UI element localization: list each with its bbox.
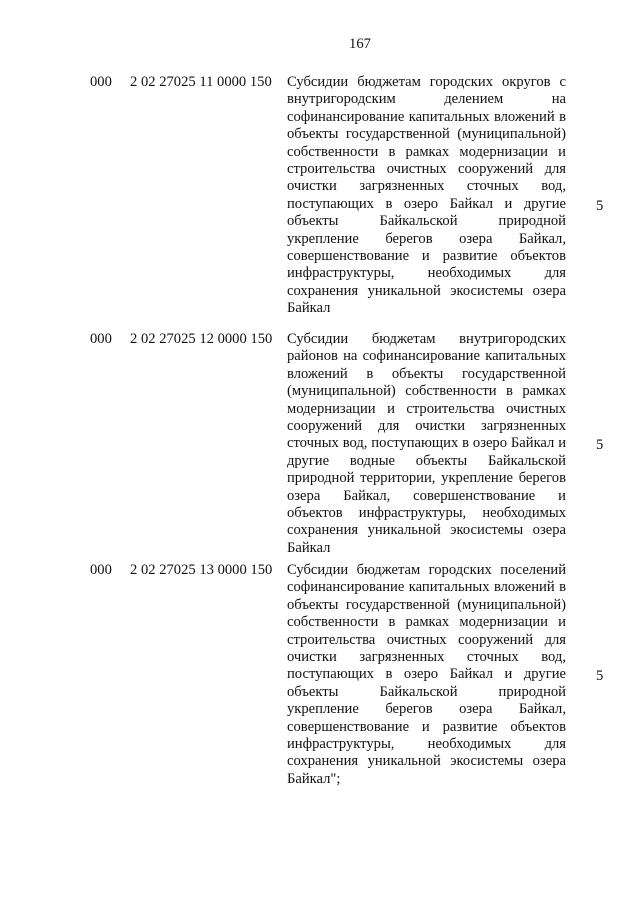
description-line: объекты Байкальской природной bbox=[287, 683, 566, 700]
description bbox=[287, 562, 566, 788]
description-line: очистки загрязненных сточных вод, bbox=[287, 648, 566, 665]
description-line: природной территории, укрепление берегов bbox=[287, 470, 566, 487]
description-line: объекты государственной (муниципальной) bbox=[287, 126, 566, 143]
admin-code: 000 bbox=[90, 74, 112, 90]
description-line: объекты Байкальской природной bbox=[287, 213, 566, 230]
description-line: собственности в рамках модернизации и bbox=[287, 614, 566, 631]
description bbox=[287, 74, 566, 317]
description-line: софинансирование капитальных вложений в bbox=[287, 108, 566, 125]
description-line: совершенствование и развитие объектов bbox=[287, 247, 566, 264]
description-line: (муниципальной) собственности в рамках bbox=[287, 383, 566, 400]
margin-note: 5 bbox=[596, 668, 604, 685]
description-line: Байкал bbox=[287, 300, 331, 317]
description-line: вложений в объекты государственной bbox=[287, 365, 566, 382]
description-line: собственности в рамках модернизации и bbox=[287, 143, 566, 160]
description-line: Субсидии бюджетам городских округов с bbox=[287, 74, 566, 90]
description-line: очистки загрязненных сточных вод, bbox=[287, 178, 566, 195]
description-line: Субсидии бюджетам городских поселений bbox=[287, 562, 566, 578]
margin-note: 5 bbox=[596, 197, 604, 214]
description-line: строительства очистных сооружений для bbox=[287, 631, 566, 648]
margin-note: 5 bbox=[596, 437, 604, 454]
description-line: сточных вод, поступающих в озеро Байкал и bbox=[287, 435, 566, 452]
description-line: поступающих в озеро Байкал и другие bbox=[287, 666, 566, 683]
description-line: сохранения уникальной экосистемы озера bbox=[287, 522, 566, 539]
description-line: инфраструктуры, необходимых для bbox=[287, 265, 566, 282]
description-line: Субсидии бюджетам внутригородских bbox=[287, 331, 566, 347]
admin-code: 000 bbox=[90, 331, 112, 347]
description-line: модернизации и строительства очистных bbox=[287, 400, 566, 417]
description-line: софинансирование капитальных вложений в bbox=[287, 579, 566, 596]
description-line: сооружений для очистки загрязненных bbox=[287, 417, 566, 434]
description-line: Байкал"; bbox=[287, 770, 341, 787]
description-line: укрепление берегов озера Байкал, bbox=[287, 230, 566, 247]
description-line: объектов инфраструктуры, необходимых bbox=[287, 504, 566, 521]
description-line: поступающих в озеро Байкал и другие bbox=[287, 195, 566, 212]
description-line: сохранения уникальной экосистемы озера bbox=[287, 753, 566, 770]
description-line: инфраструктуры, необходимых для bbox=[287, 735, 566, 752]
page-number: 167 bbox=[349, 36, 371, 52]
budget-classification-code: 2 02 27025 12 0000 150 bbox=[130, 331, 273, 347]
description-line: внутригородским делением на bbox=[287, 91, 566, 108]
description-line: сохранения уникальной экосистемы озера bbox=[287, 282, 566, 299]
description-line: другие водные объекты Байкальской bbox=[287, 452, 566, 469]
description bbox=[287, 331, 566, 557]
description-line: Байкал bbox=[287, 539, 331, 556]
description-line: укрепление берегов озера Байкал, bbox=[287, 701, 566, 718]
budget-classification-code: 2 02 27025 13 0000 150 bbox=[130, 562, 273, 578]
description-line: районов на софинансирование капитальных bbox=[287, 348, 566, 365]
description-line: озера Байкал, совершенствование и bbox=[287, 487, 566, 504]
description-line: строительства очистных сооружений для bbox=[287, 160, 566, 177]
budget-classification-code: 2 02 27025 11 0000 150 bbox=[130, 74, 272, 90]
description-line: совершенствование и развитие объектов bbox=[287, 718, 566, 735]
admin-code: 000 bbox=[90, 562, 112, 578]
description-line: объекты государственной (муниципальной) bbox=[287, 596, 566, 613]
